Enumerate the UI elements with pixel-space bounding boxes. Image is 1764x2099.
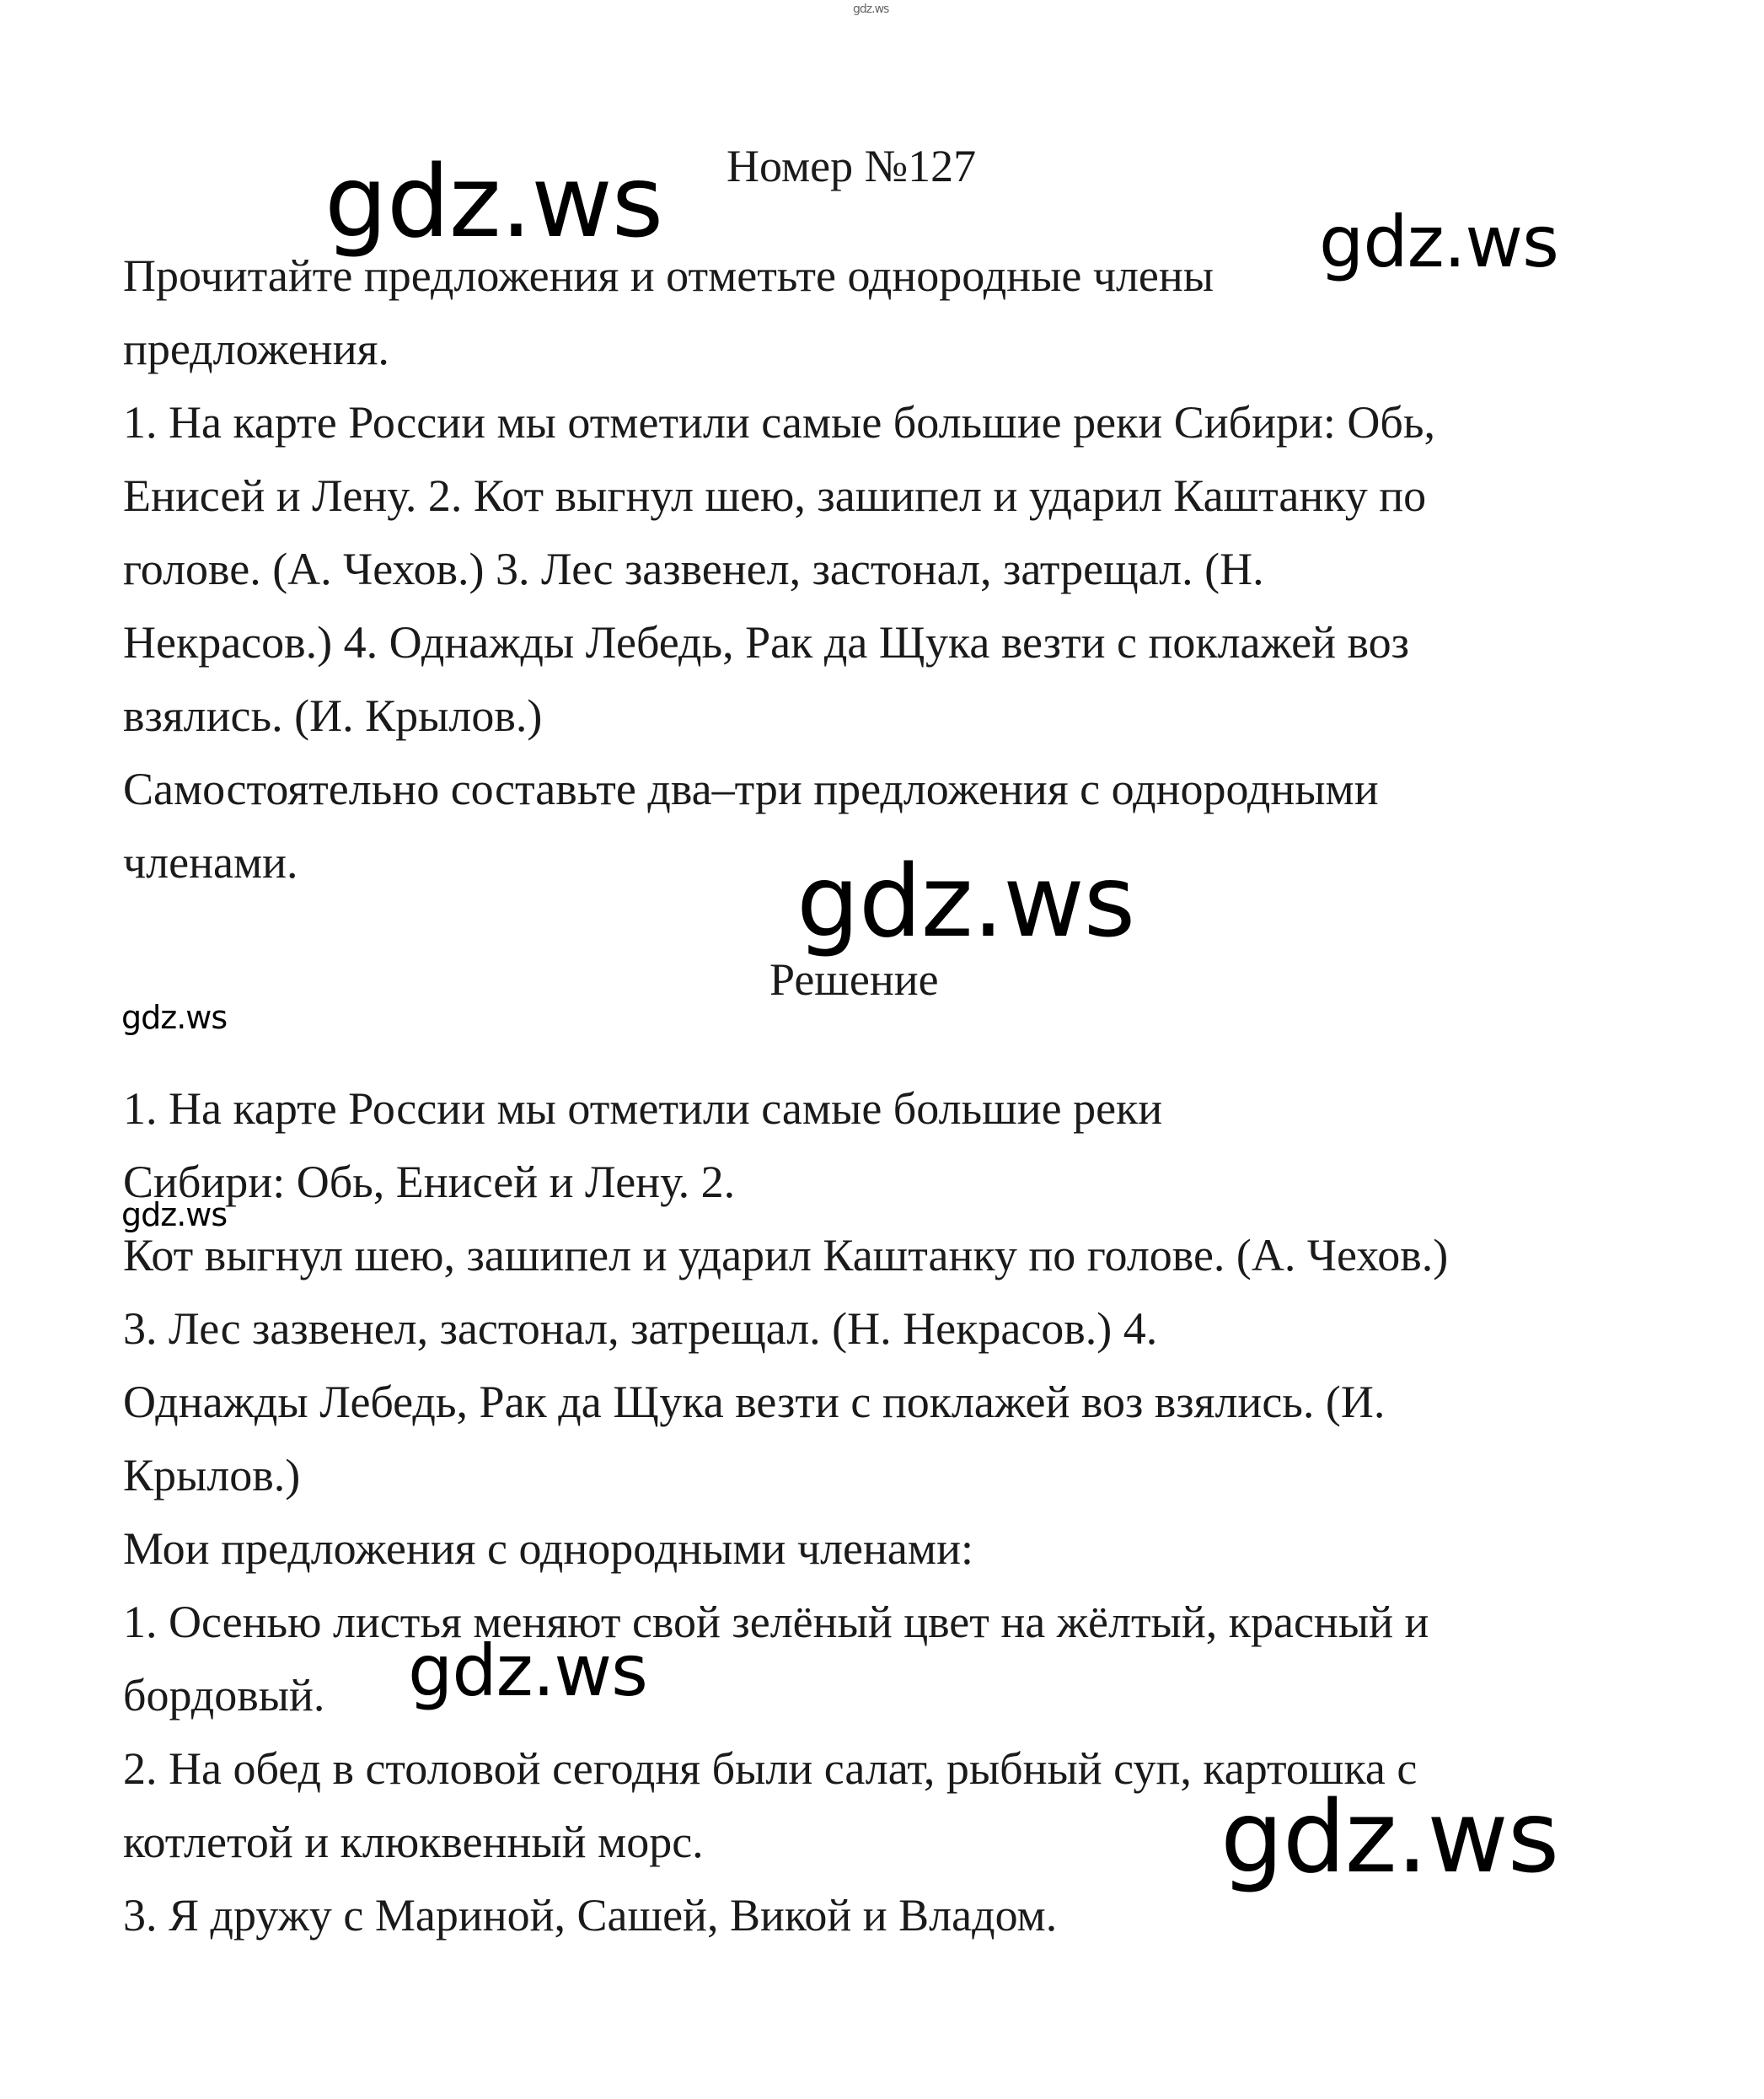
solution-line: Крылов.) (123, 1450, 301, 1500)
watermark-large: gdz.ws (1220, 1779, 1559, 1895)
task-line: Некрасов.) 4. Однажды Лебедь, Рак да Щука везти с поклажей воз (123, 617, 1409, 668)
watermark-large: gdz.ws (324, 143, 663, 260)
solution-line: бордовый. (123, 1670, 325, 1721)
task-line: Енисей и Лену. 2. Кот выгнул шею, зашипел и ударил Каштанку по (123, 470, 1427, 521)
watermark-large: gdz.ws (1319, 201, 1558, 283)
solution-line: Сибири: Обь, Енисей и Лену. 2. (123, 1157, 736, 1207)
task-line: предложения. (123, 324, 389, 374)
task-line: членами. (123, 837, 298, 888)
solution-line: 2. На обед в столовой сегодня были салат, рыбный суп, картошка с (123, 1743, 1418, 1794)
solution-line: 1. Осенью листья меняют свой зелёный цвет на жёлтый, красный и (123, 1597, 1429, 1647)
task-line: Прочитайте предложения и отметьте однородные члены (123, 250, 1214, 301)
watermark-large: gdz.ws (796, 843, 1135, 959)
task-line: взялись. (И. Крылов.) (123, 690, 543, 741)
task-line: 1. На карте России мы отметили самые большие реки Сибири: Обь, (123, 397, 1435, 448)
watermark-small: gdz.ws (121, 1196, 228, 1233)
solution-line: котлетой и клюквенный морс. (123, 1817, 704, 1867)
watermark-large: gdz.ws (408, 1629, 647, 1712)
solution-heading: Решение (769, 954, 939, 1005)
solution-line: Однажды Лебедь, Рак да Щука везти с поклажей воз взялись. (И. (123, 1377, 1386, 1427)
task-line: голове. (А. Чехов.) 3. Лес зазвенел, застонал, затрещал. (Н. (123, 544, 1264, 594)
watermark-small: gdz.ws (121, 999, 228, 1036)
solution-line: Мои предложения с однородными членами: (123, 1523, 973, 1574)
solution-line: 3. Я дружу с Мариной, Сашей, Викой и Владом. (123, 1890, 1058, 1941)
solution-line: 1. На карте России мы отметили самые большие реки (123, 1083, 1163, 1134)
solution-line: 3. Лес зазвенел, застонал, затрещал. (Н. Некрасов.) 4. (123, 1303, 1158, 1354)
solution-line: Кот выгнул шею, зашипел и ударил Каштанку по голове. (А. Чехов.) (123, 1230, 1449, 1280)
page-title: Номер №127 (727, 141, 977, 191)
watermark-tiny: gdz.ws (853, 3, 889, 16)
task-line: Самостоятельно составьте два–три предложения с однородными (123, 764, 1379, 814)
